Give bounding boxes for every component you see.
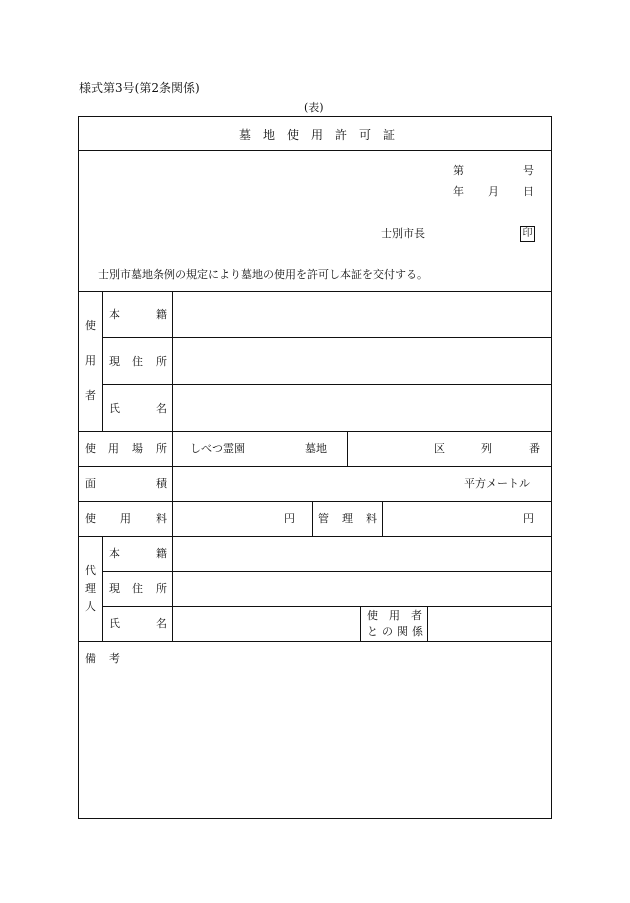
relation-label: 者 <box>411 609 422 622</box>
mgmt-fee-field[interactable] <box>385 504 519 534</box>
relation-label: と <box>367 625 378 638</box>
title-char: 用 <box>311 128 324 142</box>
title-char: 可 <box>359 128 372 142</box>
title-char: 墓 <box>239 128 252 142</box>
rule-user-2 <box>102 384 551 385</box>
user-group-char: 使 <box>85 319 96 332</box>
fee-label: 使 <box>85 512 96 525</box>
agent-name-label: 氏 <box>109 617 120 630</box>
user-address-label: 所 <box>156 355 167 368</box>
user-name-label: 名 <box>156 402 167 415</box>
date-year: 年 <box>453 185 464 198</box>
rule-relation-left <box>360 606 361 641</box>
user-address-field[interactable] <box>175 340 549 382</box>
cemetery-suffix: 墓地 <box>305 442 327 455</box>
location-label: 所 <box>156 442 167 455</box>
agent-group-char: 代 <box>85 564 96 577</box>
rule-fee <box>79 536 551 537</box>
rule-user-end <box>79 431 551 432</box>
rule-location <box>79 466 551 467</box>
rule-header <box>79 291 551 292</box>
mgmt-fee-label: 管 <box>318 512 329 525</box>
area-field[interactable] <box>175 469 455 499</box>
fee-unit: 円 <box>284 512 295 525</box>
location-label: 場 <box>132 442 143 455</box>
rule-agent-2 <box>102 606 551 607</box>
rule-user-1 <box>102 337 551 338</box>
agent-honseki-label: 籍 <box>156 547 167 560</box>
unit-ku: 区 <box>434 442 445 455</box>
user-address-label: 現 <box>109 355 120 368</box>
location-label: 用 <box>108 442 119 455</box>
number-suffix: 号 <box>523 164 534 177</box>
user-group-char: 用 <box>85 354 96 367</box>
number-field[interactable] <box>471 161 519 177</box>
rule-agent-end <box>79 641 551 642</box>
date-month: 月 <box>488 185 499 198</box>
rule-relation-right <box>427 606 428 641</box>
rule-agent-1 <box>102 571 551 572</box>
form-number-label: 様式第3号(第2条関係) <box>79 81 200 95</box>
agent-group-char: 人 <box>85 600 96 613</box>
user-name-label: 氏 <box>109 402 120 415</box>
cemetery-name: しべつ霊園 <box>190 442 245 455</box>
remarks-label: 考 <box>109 652 120 665</box>
remarks-label: 備 <box>85 652 96 665</box>
user-honseki-label: 本 <box>109 308 120 321</box>
remarks-field[interactable] <box>129 667 549 815</box>
agent-address-label: 現 <box>109 582 120 595</box>
area-label: 積 <box>156 477 167 490</box>
relation-field[interactable] <box>430 609 549 639</box>
relation-label: 係 <box>412 625 423 638</box>
area-label: 面 <box>85 477 96 490</box>
agent-name-label: 名 <box>156 617 167 630</box>
rule-mgmt-right <box>382 501 383 536</box>
permit-form <box>78 116 552 819</box>
agent-address-field[interactable] <box>175 574 549 604</box>
unit-retsu: 列 <box>481 442 492 455</box>
title-char: 使 <box>287 128 300 142</box>
location-label: 使 <box>85 442 96 455</box>
agent-honseki-label: 本 <box>109 547 120 560</box>
user-honseki-label: 籍 <box>156 308 167 321</box>
user-address-label: 住 <box>132 355 143 368</box>
rule-mgmt-left <box>312 501 313 536</box>
fee-label: 用 <box>120 512 131 525</box>
relation-label: 使 <box>367 609 378 622</box>
agent-address-label: 所 <box>156 582 167 595</box>
mgmt-fee-label: 理 <box>342 512 353 525</box>
user-honseki-field[interactable] <box>175 294 549 335</box>
permit-statement: 士別市墓地条例の規定により墓地の使用を許可し本証を交付する。 <box>98 268 428 281</box>
unit-ban: 番 <box>529 442 540 455</box>
area-unit: 平方メートル <box>464 477 530 490</box>
rule-title <box>79 150 551 151</box>
agent-address-label: 住 <box>132 582 143 595</box>
fee-label: 料 <box>156 512 167 525</box>
rule-agent-group <box>102 536 103 641</box>
title-char: 地 <box>263 128 276 142</box>
mgmt-fee-label: 料 <box>366 512 377 525</box>
date-day: 日 <box>523 185 534 198</box>
issuer-name: 士別市長 <box>381 227 425 240</box>
title-char: 許 <box>335 128 348 142</box>
relation-label: の <box>382 625 393 638</box>
rule-label-col <box>172 291 173 641</box>
side-label: (表) <box>304 101 324 114</box>
date-field[interactable] <box>469 182 523 198</box>
rule-cemetery <box>347 431 348 466</box>
relation-label: 用 <box>389 609 400 622</box>
rule-user-group <box>102 291 103 431</box>
mgmt-fee-unit: 円 <box>523 512 534 525</box>
seal-mark: 印 <box>520 226 535 242</box>
fee-field[interactable] <box>175 504 280 534</box>
number-prefix: 第 <box>453 164 464 177</box>
user-name-field[interactable] <box>175 387 549 429</box>
plot-number-field[interactable] <box>350 434 549 464</box>
relation-label: 関 <box>397 625 408 638</box>
user-group-char: 者 <box>85 389 96 402</box>
agent-group-char: 理 <box>85 582 96 595</box>
agent-name-field[interactable] <box>175 609 358 639</box>
agent-honseki-field[interactable] <box>175 539 549 569</box>
title-char: 証 <box>383 128 396 142</box>
rule-area <box>79 501 551 502</box>
